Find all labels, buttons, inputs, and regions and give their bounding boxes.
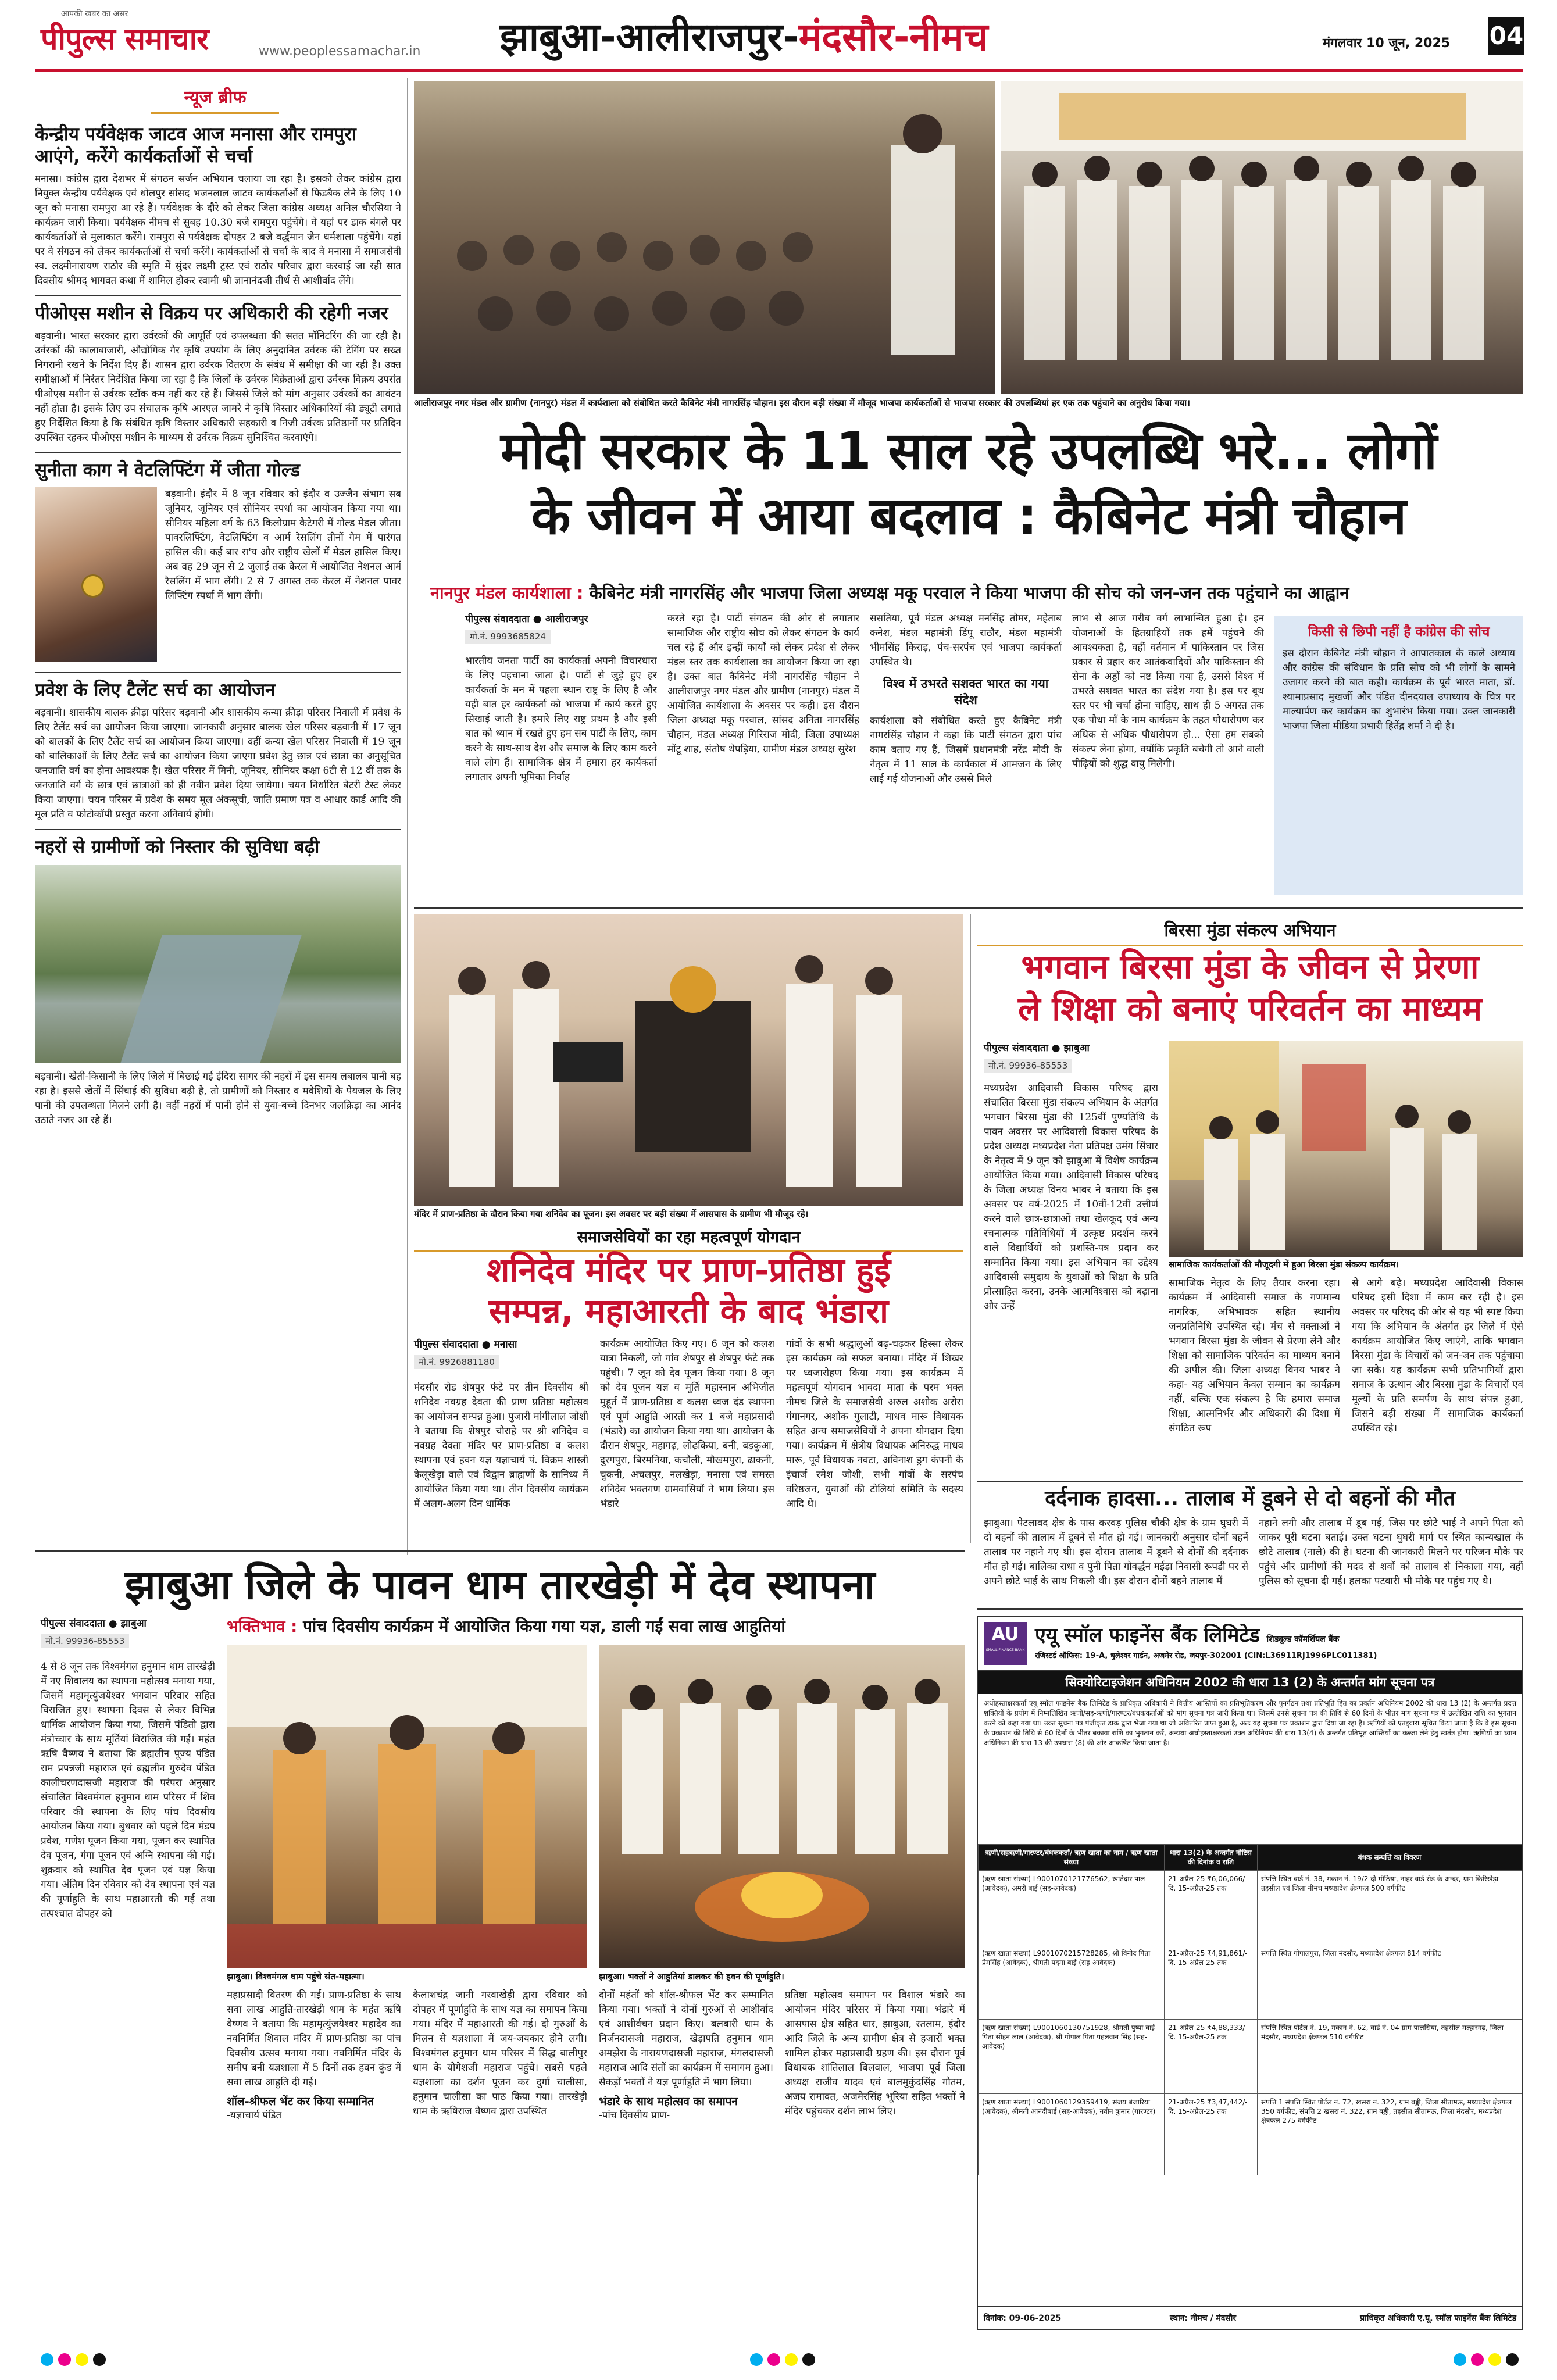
yellow-dot [76,2353,88,2366]
brief-body: बड़वानी। भारत सरकार द्वारा उर्वरकों की आपूर्ति एवं उपलब्धता की सतत मॉनिटरिंग की जा रही है। उर्वरकों की कालाबाजारी, औद्योगिक गैर कृषि उपयोग के लिए अनुदानित उर्वरक की टेगिंग पर सख्त निगरानी रखने के निर्देश दिए हैं। शासन द्वारा उर्वरक वितरण के संबंध में समीक्षा की जा रही है। उक्त समीक्षाओं में निरंतर निर्देशित किया जा रहा है कि जिलों के उर्वरक विक्रेताओं द्वारा उर्वरक विक्रय उपरांत पीओएस मशीन से उर्वरक स्टॉक कम नहीं कर रहे हैं। जिससे जिले को मांग अनुसार उर्वरकों का आवंटन नहीं होता है। इसके लिए उप संचालक कृषि आरएल जामरे ने कृषि विस्तार अधिकारियों की ड्यूटी लगाते हुए निर्देशित किया है कि संबंधित कृषि विस्तार अधिकारी सहकारी व निजी उर्वरक प्रतिष्ठानों पर प्रतिदिन उपस्थित रहकर पीओएस मशीन के माध्यम से उर्वरक विक्रय सुनिश्चित करवाएंगे। [35,330,401,444]
bank-ad [977,1616,1523,2330]
tarkhedi-col2: महाप्रसादी वितरण की गई। प्राण-प्रतिष्ठा के साथ सवा लाख आहुति-तारखेड़ी धाम के महंत ऋषि वैष्णव ने बताया कि महामृत्युंजयेश्वर महादेव का नवनिर्मित शिवाल मंदिर में प्राण-प्रतिष्ठा का पांच दिवसीय उत्सव मनाया गया। नवनिर्मित मंदिर के समीप बनी यज्ञशाला में 5 दिनों तक हवन कुंड में सवा लाख आहुति दी गई। [227,1989,401,2088]
ad-signatory: प्राधिकृत अधिकारी ए.यू. स्मॉल फाइनेंस बैंक लिमिटेड [1360,2314,1516,2323]
birsa-photo [1169,1041,1523,1257]
shani-headline [414,1250,963,1331]
brief-title: पीओएस मशीन से विक्रय पर अधिकारी की रहेगी नजर [35,303,388,324]
cyan-dot [1454,2353,1466,2366]
divider [35,295,401,296]
bank-name [1035,1621,1339,1648]
brief-item [35,836,401,1128]
birsa-label: बिरसा मुंडा संकल्प अभियान [977,919,1523,946]
lead-col2: करते रहा है। पार्टी संगठन की ओर से लगातार सामाजिक और राष्ट्रीय सोच को लेकर संगठन के कार्य चल रहे हैं और इन्हीं कार्यों को लेकर प्रदेश से लेकर मंडल स्तर तक कार्यशाला का आयोजन किया जा रहा है। उक्त बात कैबिनेट मंत्री नागरसिंह चौहान ने आलीराजपुर नगर मंडल और ग्रामीण (नानपुर) मंडल में आयोजित कार्यशाला के अवसर पर कही। इस दौरान जिला अध्यक्ष मकू परवाल, सांसद अनिता नागरसिंह चौहान, मंडल अध्यक्ष गिरिराज मोदी, जिला उपाध्यक्ष मोंटू शाह, संतोष थेपड़िया, ग्रामीण मंडल अध्यक्ष सुरेश [667,613,859,755]
brief-item [35,679,401,822]
tarkhedi-col5: प्रतिष्ठा महोत्सव समापन पर विशाल भंडारे का आयोजन मंदिर परिसर में किया गया। भंडारे में आसपास क्षेत्र सहित धार, झाबुआ, रतलाम, इंदौर आदि जिले के अन्य ग्रामीण क्षेत्र से हजारों भक्त शामिल होकर महाप्रसादी ग्रहण की। इस दौरान पूर्व विधायक शांतिलाल बिलवाल, भाजपा पूर्व जिला अध्यक्ष राजीव यादव एवं बालमुकुंदसिंह गौतम, अजय रामावत, अजमेरसिंह भूरिया सहित भक्तों ने मंदिर पहुंचकर दर्शन लाभ लिए। [785,1989,965,2117]
shani-label: समाजसेवियों का रहा महत्वपूर्ण योगदान [414,1225,963,1252]
brief-body: बड़वानी। शासकीय बालक क्रीड़ा परिसर बड़वानी और शासकीय कन्या क्रीड़ा परिसर निवाली में प्रवेश के लिए टैलेंट सर्च का आयोजन किया जाएगा। जानकारी अनुसार बालक खेल परिसर बड़वानी में 17 जून को बालकों के लिए टैलेंट सर्च का आयोजन किया जाएगा। वहीं कन्या खेल परिसर निवाली में 19 जून को बालिकाओं के लिए टैलेंट सर्च का आयोजन किया जाएगा प्रवेश हेतु छात्र एवं छात्रा का अनुसूचित जनजाति वर्ग का होना आवश्यक है। खेल परिसर में मिनी, जूनियर, सीनियर कक्षा 6टी से 12 वीं तक के जनजाति वर्ग के छात्र एवं छात्राओं को ही नवीन प्रवेश दिया जायेगा। चयन निर्धारित बैटरी टेस्ट लेकर किया जाएगा। चयन परिसर में प्रवेश के समय मूल अंकसूची, जाति प्रमाण पत्र व आधार कार्ड आदि की मूल प्रति व फोटोकॉपी प्रस्तुत करना अनिवार्य होगी। [35,707,401,820]
yellow-dot [1488,2353,1501,2366]
section-title [500,14,988,60]
table-header-cell: बंधक सम्पत्ति का विवरण [1258,1845,1522,1871]
notice-body: अधोहस्ताक्षरकर्ता एयू स्मॉल फाइनेंस बैंक लिमिटेड के प्राधिकृत अधिकारी ने वित्तीय आस्तियों का प्रतिभूतिकरण और पुनर्गठन तथा प्रतिभूति हित का प्रवर्तन अधिनियम 2002 की धारा 13 (2) के अन्तर्गत प्रदत्त शक्तियों के प्रयोग में निम्नलिखित ऋणी/सह-ऋणी/गारण्टर/बंधककर्ताओं को मांग सूचना पत्र जारी किया था। जिसमें उनसे सूचना पत्र की तिथि से 60 दिनों के भीतर मांग सूचना पत्र में उल्लेखित राशि का भुगतान करने को कहा गया था। उक्त सूचना पत्र पंजीकृत डाक द्वारा भेजा गया था जो अवितरित प्राप्त हुआ है, अतः यह सूचना पत्र प्रकाशन द्वारा दिया जा रहा है। ऋणियों को एतद्द्वारा सूचित किया जाता है कि वे इस सूचना के प्रकाशन की तिथि से 60 दिनों के भीतर बकाया राशि का भुगतान करें, अन्यथा अधोहस्ताक्षरकर्ता उक्त अधिनियम की धारा 13(4) के अन्तर्गत प्रतिभूत आस्तियों का कब्जा लेने हेतु स्वतंत्र होगा। ऋणियों का ध्यान अधिनियम की धारा 13 की उपधारा (8) की ओर आकर्षित किया जाता है। [984,1699,1516,1747]
lead-col3-block [870,612,1062,899]
shani-photo-caption: मंदिर में प्राण-प्रतिष्ठा के दौरान किया गया शनिदेव का पूजन। इस अवसर पर बड़ी संख्या में आसपास के ग्रामीण भी मौजूद रहे। [414,1208,963,1221]
canal-photo [35,865,401,1063]
table-cell: 21-अप्रैल-25 ₹6,06,066/- दि. 15-अप्रैल-25 तक [1165,1871,1258,1945]
brief-item [35,123,401,288]
lead-subhead: विश्व में उभरते सशक्त भारत का गया संदेश [883,677,1049,707]
ad-date: दिनांक: 09-06-2025 [984,2314,1062,2323]
brief-item [35,459,401,665]
divider [414,907,1523,909]
birsa-byline-block [984,1041,1158,1073]
birsa-event-graphic [1169,1041,1523,1257]
birsa-headline-line1: भगवान बिरसा मुंडा के जीवन से प्रेरणा [1021,948,1479,987]
divider [977,1481,1523,1482]
saints-graphic [227,1645,587,1968]
birsa-col2: सामाजिक नेतृत्व के लिए तैयार करना रहा। कार्यक्रम में आदिवासी समाज के गणमान्य नागरिक, अभिभावक सहित स्थानीय जनप्रतिनिधि उपस्थित रहे। मंच से वक्ताओं ने भगवान बिरसा मुंडा के जीवन से प्रेरणा लेने और शिक्षा को सामाजिक परिवर्तन का माध्यम बनाने की अपील की। जिला अध्यक्ष विनय भाबर ने कहा- यह अभियान केवल सम्मान का कार्यक्रम नहीं, बल्कि एक संकल्प है कि हमारा समाज शिक्षा, आत्मनिर्भर और अधिकारों की दिशा में संगठित रूप [1169,1277,1340,1434]
brief-title: सुनीता काग ने वेटलिफ्टिंग में जीता गोल्ड [35,460,300,481]
column-divider [970,914,971,1543]
table-cell: (ऋण खाता संख्या) L9001070121776562, खातेदार पाल (आवेदक), अमरी बाई (सह-आवेदक) [979,1871,1165,1945]
tarkhedi-mobile: मो.नं. 99936-85553 [41,1634,129,1648]
birsa-headline-line2: ले शिक्षा को बनाएं परिवर्तन का माध्यम [1017,990,1483,1028]
tarkhedi-col4-block [599,1988,773,2328]
shani-mobile: मो.नं. 9926881180 [414,1355,499,1369]
tarkhedi-caption2: झाबुआ। भक्तों ने आहुतियां डालकर की हवन की पूर्णाहुति। [599,1971,965,1984]
brief-item [35,302,401,445]
table-cell: संपत्ति 1 संपत्ति स्थित पोर्टल नं. 72, खसरा नं. 322, ग्राम बड्डी, जिला सीतामऊ, मध्यप्रदेश क्षेत्रफल 350 वर्गफीट, संपत्ति 2 खसरा नं. 322, ग्राम बड्डी, तहसील सीतामऊ, जिला मंदसौर, मध्यप्रदेश क्षेत्रफल 275 वर्गफीट [1258,2094,1522,2175]
magenta-dot [767,2353,780,2366]
lead-mobile: मो.नं. 9993685824 [465,630,551,644]
table-row [979,2020,1522,2094]
group-graphic [1001,81,1523,394]
newspaper-logo: पीपुल्स समाचार [41,22,209,57]
shani-photo [414,914,963,1206]
cyan-dot [41,2353,53,2366]
sidebar-box-body: इस दौरान कैबिनेट मंत्री चौहान ने आपातकाल के काले अध्याय और कांग्रेस की संविधान के प्रति सोच को भी लोगों के सामने उजागर करने की बात कही। कार्यक्रम के पूर्व भारत माता, डॉ. श्यामाप्रसाद मुखर्जी और पंडित दीनदयाल उपाध्याय के चित्र पर माल्यार्पण कर कार्यक्रम का शुभारंभ किया गया। उक्त जानकारी भाजपा जिला मीडिया प्रभारी हितेंद्र शर्मा ने दी है। [1283,648,1515,732]
table-row [979,1945,1522,2020]
tarkhedi-deck [227,1616,965,1637]
yellow-dot [785,2353,798,2366]
table-header-row [979,1845,1522,1871]
tarkhedi-byline: पीपुल्स संवाददाता ● झाबुआ [41,1618,147,1629]
cyan-dot [750,2353,763,2366]
tarkhedi-headline: झाबुआ जिले के पावन धाम तारखेड़ी में देव स्थापना [124,1561,876,1609]
tarkhedi-subhead1: शॉल-श्रीफल भेंट कर किया सम्मानित [227,2095,374,2108]
tarkhedi-photo1 [227,1645,587,1968]
hadsa-headline: दर्दनाक हादसा... तालाब में डूबने से दो बहनों की मौत [1045,1486,1455,1510]
newspaper-tagline: आपकी खबर का असर [61,9,128,19]
hadsa-col2: नहाने लगी और तालाब में डूब गई, जिस पर छोटे भाई ने अपने पिता को जाकर पूरी घटना बताई। उक्त घटना घुघरी मार्ग पर स्थित कान्यखाल के छोटे तालाब (नाले) की है। घटना की जानकारी मिलने पर परिजन मौके पर पहुंचे और ग्रामीणों की मदद से शवों को तालाब से निकाला गया, वहीं पुलिस को सूचना दी गई। हलका पटवारी भी मौके पर पहुंच गए थे। [1259,1517,1523,1587]
bank-ad-footer [978,2306,1522,2329]
magenta-dot [58,2353,71,2366]
table-cell: (ऋण खाता संख्या) L9001060129359419, संजय बंजारिया (आवेदक), श्रीमती आनंदीबाई (सह-आवेदक), नवीन कुमार (गारण्टर) [979,2094,1165,2175]
lead-kicker: नानपुर मंडल कार्यशाला : [430,583,584,603]
brief-title: नहरों से ग्रामीणों को निस्तार की सुविधा बढ़ी [35,837,320,857]
shani-col3: गांवों के सभी श्रद्धालुओं बढ़-चढ़कर हिस्सा लेकर इस कार्यक्रम को सफल बनाया। मंदिर में शिखर पर ध्वजारोहण किया गया। इस कार्यक्रम में महत्वपूर्ण योगदान भावदा माता के परम भक्त नीमच जिले के समाजसेवी अरुल अशोक अरोरा गंगानगर, अशोक गुलाटी, माधव मारू विधायक सहित अन्य समाजसेवियों ने अपना योगदान दिया गया। कार्यक्रम में क्षेत्रीय विधायक अनिरुद्ध माधव मारू, पूर्व विधायक नवटा, अविनाश ड्रग कंपनी के इंचार्ज रमेश जोशी, सभी गांवों के सरपंच वरिष्ठजन, युवाओं की टोलियां समिति के सदस्य आदि थे। [786,1338,963,1510]
bank-logo [984,1622,1027,1665]
sidebar-box-title: किसी से छिपी नहीं है कांग्रेस की सोच [1308,624,1490,639]
table-cell: (ऋण खाता संख्या) L9001060130751928, श्रीमती पुष्पा बाई पिता सोहन लाल (आवेदक), श्री गोपाल पिता पहलवान सिंह (सह-आवेदक) [979,2020,1165,2094]
tarkhedi-col1: 4 से 8 जून तक विश्वमंगल हनुमान धाम तारखेड़ी में नए शिवालय का स्थापना महोत्सव मनाया गया, जिसमें महामृत्युंजयेश्वर भगवान परिवार सहित विराजित हुए। स्थापना दिवस से लेकर विभिन्न धार्मिक आयोजन किया गया, जिसमें पंडितो द्वारा मंत्रोच्चार के साथ मूर्तियां विराजित की गईं। महंत ऋषि वैष्णव ने बताया कि ब्रह्मलीन पूज्य पंडित राम प्रपन्नजी महाराज एवं ब्रह्मलीन गुरुदेव पंडित कालीचरणदासजी महाराज की परंपरा अनुसार संचालित विश्वमंगल हनुमान धाम परिसर में शिव परिवार की स्थापना के लिए पांच दिवसीय आयोजन किया गया। बुधवार को पहले दिन मंडप प्रवेश, गणेश पूजन किया गया, पूजन कर स्थापित देव पूजन, गंगा पूजन एवं अग्नि स्थापना की गई। शुक्रवार को स्थापित देव पूजन एवं यज्ञ किया गया। अंतिम दिन रविवार को देव स्थापना एवं यज्ञ की पूर्णाहुति के साथ महाआरती की गई तथा तत्पश्चात दोपहर को [41,1661,215,1920]
table-row [979,1871,1522,1945]
tarkhedi-subhead2: भंडारे के साथ महोत्सव का समापन [599,2095,738,2108]
page-number: 04 [1488,17,1524,55]
brief-photo [35,487,157,662]
lead-byline: पीपुल्स संवाददाता ● आलीराजपुर [465,613,588,625]
tarkhedi-caption1: झाबुआ। विश्वमंगल धाम पहुंचे संत-महात्मा। [227,1971,587,1984]
tarkhedi-col2b: -यज्ञाचार्य पंडित [227,2110,282,2121]
lead-byline-block [465,612,657,644]
black-dot [1506,2353,1519,2366]
black-dot [93,2353,106,2366]
shani-byline-block [414,1337,588,1369]
birsa-mobile: मो.नं. 99936-85553 [984,1059,1072,1073]
tarkhedi-col4: दोनों महंतों को शॉल-श्रीफल भेंट कर सम्मानित किया गया। भक्तों ने दोनों गुरुओं से आशीर्वाद एवं आशीर्वचन प्रदान किए। बलबारी धाम के निर्जनदासजी महाराज, खेड़ापति हनुमान धाम अमझेरा के नारायणदासजी महाराज, मंगलदासजी महाराज आदि संतों का कार्यक्रम में समागम हुआ। सैकड़ों भक्तों ने यज्ञ पूर्णाहुति में भाग लिया। [599,1989,773,2088]
brief-title: केन्द्रीय पर्यवेक्षक जाटव आज मनासा और रामपुरा आएंगे, करेंगे कार्यकर्ताओं से चर्चा [35,124,356,167]
table-cell: 21-अप्रैल-25 ₹4,88,333/- दि. 15-अप्रैल-25 तक [1165,2020,1258,2094]
divider [35,672,401,673]
shani-headline-line2: सम्पन्न, महाआरती के बाद भंडारा [488,1291,889,1331]
tarkhedi-col4b: -पांच दिवसीय प्राण- [599,2110,670,2121]
table-cell: 21-अप्रैल-25 ₹3,47,442/- दि. 15-अप्रैल-25 तक [1165,2094,1258,2175]
lead-col4: लाभ से आज गरीब वर्ग लाभान्वित हुआ है। इन योजनाओं के हितग्राहियों तक हमें पहुंचने की आवश्यकता है, वहीं वर्तमान में पाकिस्तान पर जिस प्रकार से प्रहार कर आतंकवादियों और पाकिस्तान की सेना के अड्डों को नष्ट किया गया है, उससे विश्व में उभरते सशक्त भारत का संदेश गया है। इस पर बूथ स्तर पर भी चर्चा होना चाहिए, साथ ही 5 अगस्त तक एक पौधा माँ के नाम कार्यक्रम के तहत पौधारोपण कर अधिक से अधिक पौधारोपण हो... ऐसा हम सबको संकल्प लेना होगा, क्योंकि प्रकृति बचेगी तो आने वाली पीढ़ियों को शुद्ध वायु मिलेगी। [1072,613,1264,770]
masthead [0,0,1557,76]
issue-date: मंगलवार 10 जून, 2025 [1323,36,1451,51]
lead-deck [430,583,1523,603]
shani-headline-line1: शनिदेव मंदिर पर प्राण-प्रतिष्ठा हुई [487,1250,891,1290]
tarkhedi-col3: कैलाशचंद्र जानी गरवाखेड़ी द्वारा रविवार को दोपहर में पूर्णाहुति के साथ यज्ञ का समापन किया गया। मंदिर में महाआरती की गई। दो गुरुओं के मिलन से यज्ञशाला में जय-जयकार होने लगी। विश्वमंगल हनुमान धाम परिसर में सिद्ध बालीपुर धाम के योगेशजी महाराज पहुंचे। सबसे पहले यज्ञशाला का दर्शन पूजन कर दुर्गा चालीसा, हनुमान चालीसा का पाठ किया गया। तारखेड़ी धाम के ऋषिराज वैष्णव द्वारा उपस्थित [413,1989,587,2117]
lead-headline-line2: के जीवन में आया बदलाव : कैबिनेट मंत्री चौहान [531,486,1406,546]
brief-body: मनासा। कांग्रेस द्वारा देशभर में संगठन सर्जन अभियान चलाया जा रहा है। इसको लेकर कांग्रेस द्वारा नियुक्त केन्द्रीय पर्यवेक्षक एवं धोलपुर सांसद भजनलाल जाटव कार्यकर्ताओं से फिडबैक लेने के लिए 10 जून को मनासा रामपुरा आ रहे हैं। पर्यवेक्षक के दौरे को लेकर जिला कांग्रेस अध्यक्ष अनिल चौरसिया ने कार्यक्रम जारी किया। पर्यवेक्षक नीमच से सुबह 10.30 बजे रामपुरा पहुंचेंगे। वे यहां पर डाक बंगले पर कार्यकर्ताओं से मुलाकात करेंगे। रामपुरा से पर्यवेक्षक दोपहर 2 बजे वर्द्धमान जैन धर्मशाला पहुंचेंगे। यहां पर वे संगठन को लेकर कार्यकर्ताओं से चर्चा करेंगे। कार्यकर्ताओं से चर्चा के बाद वे मनासा में समाजसेवी स्व. लक्ष्मीनारायण राठौर की स्मृति में सुंदर लक्ष्मी ट्रस्ट एवं राठौर परिवार द्वारा करवाई जा रही सात दिवसीय श्रीमद् भागवत कथा में शामिल होकर स्वामी श्री ज्ञानानंदजी तीर्थ से आशीर्वाद लेंगे। [35,173,401,287]
birsa-byline: पीपुल्स संवाददाता ● झाबुआ [984,1042,1090,1054]
lead-col3b: कार्यशाला को संबोधित करते हुए कैबिनेट मंत्री नागरसिंह चौहान ने कहा कि पार्टी संगठन द्वारा पांच काम बताए गए हैं, जिसमें प्रधानमंत्री नरेंद्र मोदी के नेतृत्व में 11 साल के कार्यकाल में आमजन के लिए लाई गई योजनाओं और उससे मिले [870,715,1062,785]
birsa-col1: मध्यप्रदेश आदिवासी विकास परिषद द्वारा संचालित बिरसा मुंडा संकल्प अभियान के अंतर्गत भगवान बिरसा मुंडा की 125वीं पुण्यतिथि के पावन अवसर पर आदिवासी विकास परिषद के प्रदेश अध्यक्ष मध्यप्रदेश नेता प्रतिपक्ष उमंग सिंघार के नेतृत्व में 9 जून को झाबुआ में विशेष कार्यक्रम आयोजित किया गया। आदिवासी विकास परिषद के जिला अध्यक्ष विनय भाबर ने बताया कि इस अवसर पर वर्ष-2025 में 10वीं-12वीं उत्तीर्ण करने वाले छात्र-छात्राओं तथा खेलकूद एवं अन्य रचनात्मक गतिविधियों में उत्कृष्ट प्रदर्शन करने वाले विद्यार्थियों को प्रशस्ति-पत्र प्रदान कर सम्मानित किया गया। इस अभियान का उद्देश्य आदिवासी समुदाय के युवाओं को शिक्षा के प्रति प्रोत्साहित करना, उनके आत्मविश्वास को बढ़ाना और उन्हें [984,1082,1158,1312]
section-title-part2: मंदसौर-नीमच [798,15,988,59]
table-cell: 21-अप्रैल-25 ₹4,91,861/- दि. 15-अप्रैल-25 तक [1165,1945,1258,2020]
bank-logo-text: AU [991,1624,1019,1645]
tarkhedi-kicker: भक्तिभाव : [227,1617,298,1636]
hadsa-col1: झाबुआ। पेटलावद क्षेत्र के पास करवड़ पुलिस चौकी क्षेत्र के ग्राम घुघरी में दो बहनों की तालाब में डूबने से मौत हो गई। जानकारी अनुसार दोनों बहनें तालाब पर नहाने गए थी। इस दौरान तालाब में डूबने से दोनों की दर्दनाक मौत हो गई। बालिका राधा व पुनी पिता गोवर्द्धन मईड़ा निवासी रूपडी घर से अपने छोटे भाई के साथ निकली थी। इस दौरान दोनों बहने तालाब में [984,1517,1248,1587]
lead-deck-text: कैबिनेट मंत्री नागरसिंह और भाजपा जिला अध्यक्ष मकू परवाल ने किया भाजपा की सोच को जन-जन तक पहुंचाने का आह्वान [589,583,1349,603]
print-color-bar [0,2349,1557,2372]
shani-byline: पीपुल्स संवाददाता ● मनासा [414,1339,517,1350]
shani-col1: मंदसौर रोड शेषपुर फंटे पर तीन दिवसीय श्री शनिदेव नवग्रह देवता की प्राण प्रतिष्ठा महोत्सव का आयोजन सम्पन्न हुआ। पुजारी मांगीलाल जोशी ने बताया कि शेषपुर चौराहे पर श्री शनिदेव व नवग्रह देवता मंदिर पर प्राण-प्रतिष्ठा व कलश स्थापना एवं हवन यज्ञ यज्ञाचार्य पं. विक्रम शास्त्री केलूखेड़ा वाले एवं विद्वान ब्राह्मणों के सानिध्य में आयोजित किया गया था। तीन दिवसीय कार्यक्रम में अलग-अलग दिन धार्मिक [414,1382,588,1510]
lead-headline [414,419,1523,549]
havan-graphic [599,1645,965,1968]
bank-name-sub: शिड्यूल्ड कॉमर्शियल बैंक [1266,1635,1340,1644]
lead-photo-caption: आलीराजपुर नगर मंडल और ग्रामीण (नानपुर) मंडल में कार्यशाला को संबोधित करते कैबिनेट मंत्री नागरसिंह चौहान। इस दौरान बड़ी संख्या में मौजूद भाजपा कार्यकर्ताओं से भाजपा सरकार की उपलब्धियां हर एक तक पहुंचाने का अनुरोध किया गया। [414,397,1523,410]
news-brief-column [35,78,401,1543]
table-cell: संपत्ति स्थित पोर्टल नं. 19, मकान नं. 62, वार्ड नं. 04 ग्राम पालसिया, तहसील मल्हारगढ़, जिला मंदसौर, मध्यप्रदेश क्षेत्रफल 510 वर्गफीट [1258,2020,1522,2094]
brief-body: बड़वानी। इंदौर में 8 जून रविवार को इंदौर व उज्जैन संभाग सब जूनियर, जूनियर एवं सीनियर स्पर्धा का आयोजन किया गया था। सीनियर महिला वर्ग के 63 किलोग्राम कैटेगरी में गोल्ड मेडल जीता। पावरलिफ्टिंग, वेटलिफ्टिंग व आर्म रेसलिंग तीनों गेम में पारंगत हासिल की। कई बार रा'य और राष्ट्रीय खेलों में मेडल हासिल किए। अब वह 29 जून से 2 जुलाई तक केरल में आयोजित नेशनल आर्म रैसलिंग में भाग लेंगी। 2 से 7 अगस्त तक केरल में नेशनल पावर लिफ्टिंग स्पर्धा में भाग लेंगी। [165,488,401,602]
divider [35,452,401,453]
shani-col2: कार्यक्रम आयोजित किए गए। 6 जून को कलश यात्रा निकली, जो गांव शेषपुर से शेषपुर फंटे तक पहुंची। 7 जून को देव पूजन किया गया। 8 जून को देव पूजन यज्ञ व मूर्ति महास्नान अभिजीत मुहूर्त में प्राण-प्रतिष्ठा व कलश ध्वज दंड स्थापना एवं पूर्ण आहुति आरती कर 1 बजे महाप्रसादी (भंडारे) का आयोजन किया गया था। आयोजन के दौरान शेषपुर, महागढ़, लोढ़किया, बनी, बड़कुआ, दुरगपुरा, बिरमनिया, कचौली, मौखमपुरा, ढाकनी, चुकनी, अचलपुर, नलखेड़ा, मनासा एवं समस्त शनिदेव भक्तगण ग्रामवासियों ने भाग लिया। इस भंडारे [600,1338,774,1510]
brief-title: प्रवेश के लिए टैलेंट सर्च का आयोजन [35,680,276,701]
magenta-dot [1471,2353,1484,2366]
tarkhedi-photo2 [599,1645,965,1968]
black-dot [802,2353,815,2366]
temple-graphic [414,914,963,1206]
tarkhedi-col2-block [227,1988,401,2328]
website-url[interactable]: www.peoplessamachar.in [259,44,421,59]
medal-icon [81,574,105,598]
table-cell: (ऋण खाता संख्या) L9001070215728285, श्री विनोद पिता प्रेमसिंह (आवेदक), श्रीमती पदमा बाई (सह-आवेदक) [979,1945,1165,2020]
crowd-graphic [414,81,995,394]
brief-body: बड़वानी। खेती-किसानी के लिए जिले में बिछाई गई इंदिरा सागर की नहरों में इस समय लबालब पानी बह रहा है। इससे खेतों में सिंचाई की सुविधा बढ़ी है, तो ग्रामीणों को निस्तार व मवेशियों के पेयजल के लिए पानी की उपलब्धता मिलने लगी है। वहीं नहरों में पानी होने से युवा-बच्चे दिनभर जलक्रिड़ा का आनंद उठाते नजर आ रहे हैं। [35,1071,401,1126]
table-row [979,2094,1522,2175]
ad-place: स्थान: नीमच / मंदसौर [1170,2314,1237,2323]
birsa-photo-caption: सामाजिक कार्यकर्ताओं की मौजूदगी में हुआ बिरसा मुंडा संकल्प कार्यक्रम। [1169,1259,1523,1271]
masthead-rule [35,69,1523,72]
lead-col3: ससतिया, पूर्व मंडल अध्यक्ष मनसिंह तोमर, महेताब कनेश, मंडल महामंत्री डिंपू राठौर, मंडल महामंत्री भीमसिंह किराड़, पंच-सरपंच एवं भाजपा कार्यकर्ता उपस्थित थे। [870,613,1062,668]
bank-ad-header [978,1617,1522,1671]
table-cell: संपत्ति स्थित गोपालपुरा, जिला मंदसौर, मध्यप्रदेश क्षेत्रफल 814 वर्गफीट [1258,1945,1522,2020]
tarkhedi-deck-text: पांच दिवसीय कार्यक्रम में आयोजित किया गया यज्ञ, डाली गईं सवा लाख आहुतियां [303,1617,785,1636]
lead-photo-right [1001,81,1523,394]
sidebar-box [1274,616,1523,895]
lead-headline-line1: मोदी सरकार के 11 साल रहे उपलब्धि भरे... लोगों [501,421,1437,481]
section-title-part1: झाबुआ-आलीराजपुर- [500,15,799,59]
notice-title: सिक्योरिटाइजेशन अधिनियम 2002 की धारा 13 (2) के अन्तर्गत मांग सूचना पत्र [978,1671,1522,1694]
notice-table [978,1844,1522,2175]
birsa-col3: से आगे बढ़े। मध्यप्रदेश आदिवासी विकास परिषद इसी दिशा में काम कर रही है। इस अवसर पर परिषद की ओर से यह भी स्पष्ट किया गया कि अभियान के अंतर्गत हर जिले में ऐसे कार्यक्रम आयोजित किए जाएंगे, ताकि भगवान बिरसा मुंडा के विचारों को जन-जन तक पहुंचाया जा सके। यह कार्यक्रम सभी प्रतिभागियों द्वारा समाज के उत्थान और बिरसा मुंडा के विचारों एवं मूल्यों के प्रति समर्पण के साथ संपन्न हुआ, जिसने बड़ी संख्या में सामाजिक कार्यकर्ता उपस्थित रहे। [1352,1277,1523,1434]
lead-col1: भारतीय जनता पार्टी का कार्यकर्ता अपनी विचारधारा के लिए पहचाना जाता है। पार्टी से जुड़े हुए हर कार्यकर्ता के मन में पहला स्थान राष्ट्र के लिए है और यही बात हर कार्यकर्ता को भाजपा में कार्य करते हुए सिखाई जाती है। हमारे लिए राष्ट्र प्रथम है और इसी बात को ध्यान में रखते हुए हम सब पार्टी के लिए, काम करने के साथ-साथ देश और समाज के लिए काम करने वाले लोग हैं। सामाजिक क्षेत्र में हमारा हर कार्यकर्ता लगातार अपनी भूमिका निर्वाह [465,655,657,783]
tarkhedi-byline-block [41,1616,215,1648]
table-header-cell: ऋणी/सहऋणी/गारण्टर/बंधककर्ता/ ऋण खाता का नाम / ऋण खाता संख्या [979,1845,1165,1871]
bank-name-text: एयू स्मॉल फाइनेंस बैंक लिमिटेड [1035,1624,1260,1647]
news-brief-label: न्यूज ब्रीफ [151,84,279,114]
divider [35,829,401,830]
birsa-headline [977,946,1523,1030]
table-cell: संपत्ति स्थित वार्ड नं. 38, मकान नं. 19/2 दी मीठिया, नाहर वार्ड रोड के अन्दर, ग्राम किरिखेड़ा तहसील एवं जिला नीमच मध्यप्रदेश क्षेत्रफल 500 वर्गफीट [1258,1871,1522,1945]
lead-photo-left [414,81,995,394]
bank-address: रजिस्टर्ड ऑफिस: 19-A, धुलेश्वर गार्डन, अजमेर रोड, जयपुर-302001 (CIN:L36911RJ1996PLC011381) [1035,1652,1377,1660]
divider [977,1608,1523,1610]
divider [35,1550,965,1552]
table-header-cell: धारा 13(2) के अन्तर्गत नोटिस की दिनांक व राशि [1165,1845,1258,1871]
column-divider [407,78,408,1555]
bank-logo-sub: SMALL FINANCE BANK [985,1648,1025,1652]
